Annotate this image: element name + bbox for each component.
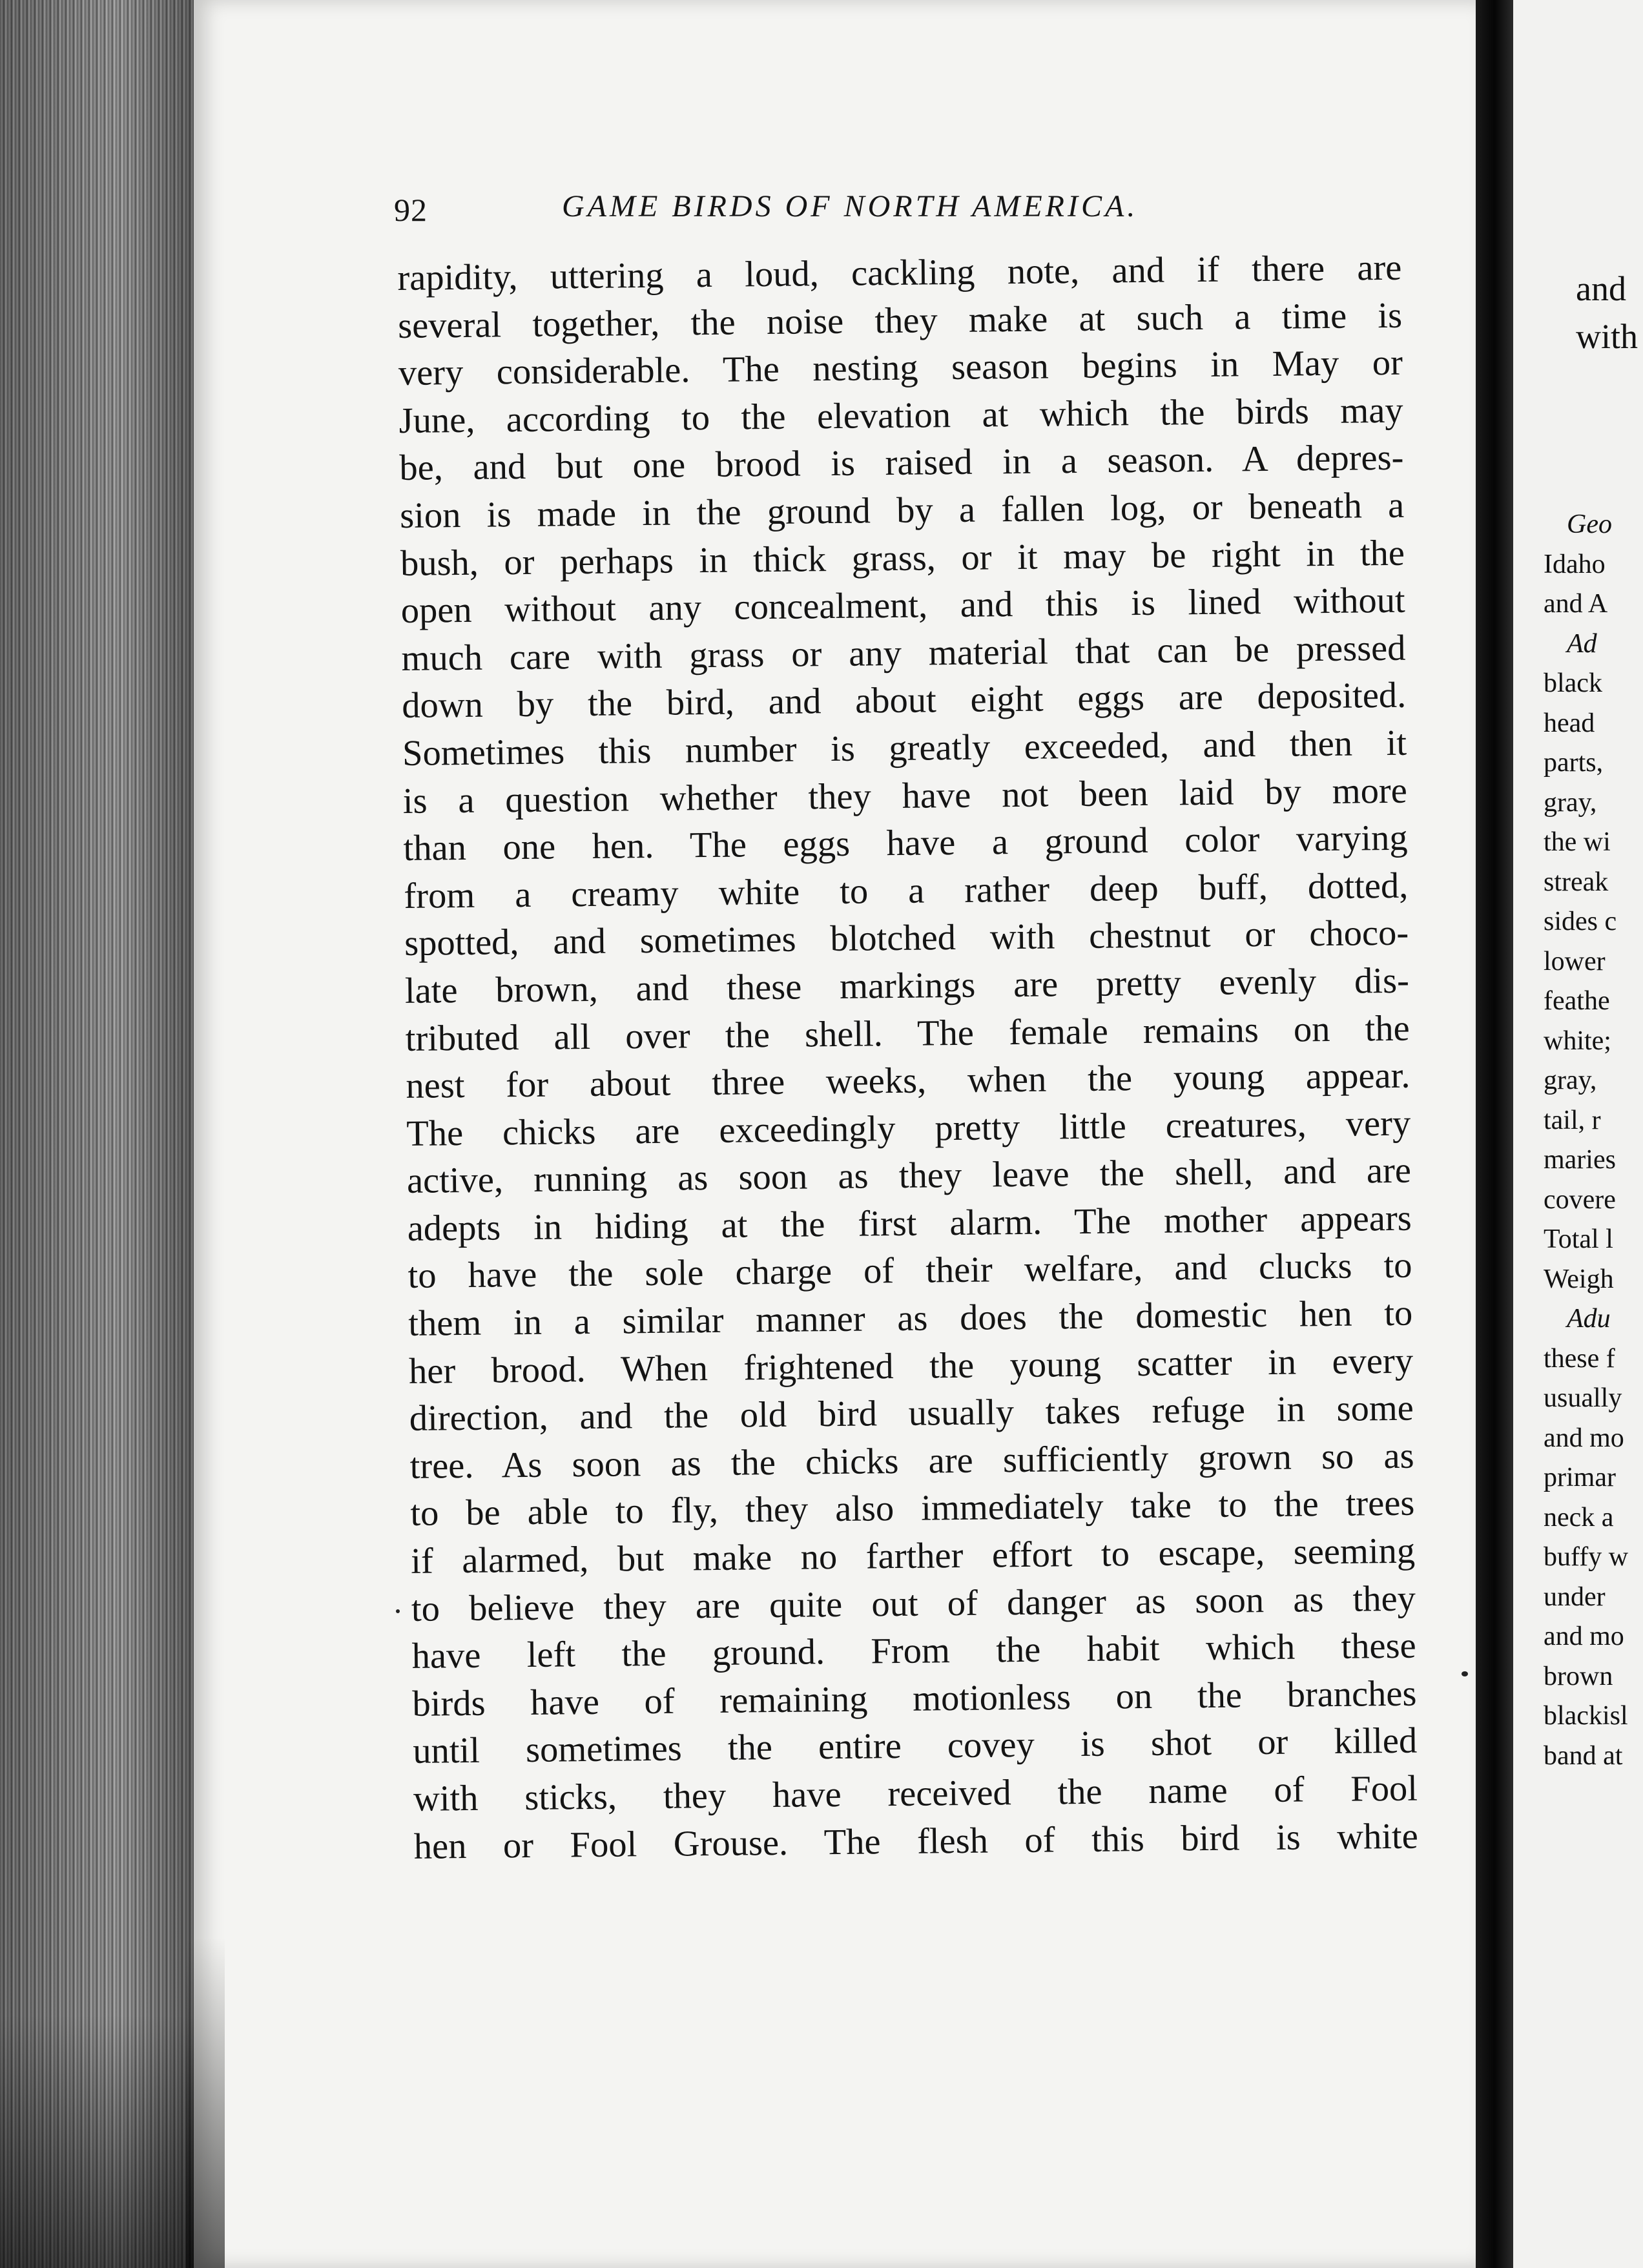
text-line: be, and but one brood is raised in a season. A depres-: [399, 438, 1404, 489]
facing-fragment-line: streak: [1544, 867, 1609, 897]
facing-text-line: and: [1576, 269, 1626, 308]
text-line: sion is made in the ground by a fallen log, or beneath a: [399, 485, 1405, 536]
facing-fragment-line: blackisl: [1544, 1701, 1628, 1731]
facing-fragment-line: Geo: [1567, 510, 1612, 539]
text-line: much care with grass or any material that can be pressed: [401, 628, 1406, 679]
text-line: Sometimes this number is greatly exceeded, and then it: [402, 723, 1407, 774]
text-line: tributed all over the shell. The female remains on the: [405, 1008, 1410, 1059]
running-head: [394, 181, 1298, 239]
text-line: June, according to the elevation at which the birds may: [398, 390, 1403, 441]
facing-fragment-line: sides c: [1544, 907, 1617, 936]
facing-fragment-line: band at: [1544, 1740, 1623, 1771]
facing-fragment-line: under: [1544, 1582, 1606, 1612]
text-line: very considerable. The nesting season begins in May or: [398, 342, 1403, 394]
text-line: nest for about three weeks, when the young appear.: [406, 1055, 1410, 1107]
facing-fragment-line: and A: [1544, 589, 1608, 619]
paper-speck: [396, 1609, 400, 1613]
facing-text-line: with: [1576, 317, 1638, 356]
page-number: 92: [394, 192, 428, 228]
facing-fragment-line: Idaho: [1544, 549, 1606, 579]
text-line: active, running as soon as they leave the shell, and are: [406, 1150, 1412, 1202]
facing-fragment-line: and mo: [1544, 1423, 1624, 1453]
text-line: late brown, and these markings are pretty evenly dis-: [404, 960, 1410, 1011]
text-line: have left the ground. From the habit which these: [411, 1625, 1416, 1677]
text-line: with sticks, they have received the name of Fool: [413, 1768, 1418, 1819]
edge-shadow: [0, 2015, 200, 2268]
facing-fragment-line: gray,: [1544, 1066, 1597, 1095]
text-line: than one hen. The eggs have a ground color varying: [403, 818, 1408, 869]
facing-fragment-line: Total l: [1544, 1224, 1613, 1254]
facing-fragment-line: neck a: [1544, 1502, 1614, 1532]
facing-fragment-line: Adu: [1567, 1304, 1611, 1334]
body-text: [397, 245, 1418, 1871]
facing-fragment-line: Ad: [1567, 628, 1597, 659]
text-line: if alarmed, but make no farther effort to escape, seeming: [410, 1531, 1416, 1582]
text-line: until sometimes the entire covey is shot or killed: [412, 1720, 1418, 1772]
facing-fragment-line: these f: [1544, 1343, 1615, 1374]
facing-page-top-text: [1576, 265, 1638, 360]
facing-fragment-line: lower: [1544, 946, 1606, 976]
facing-fragment-line: Weigh: [1544, 1264, 1614, 1294]
facing-fragment-line: parts,: [1544, 748, 1604, 778]
facing-fragment-line: covere: [1544, 1184, 1616, 1215]
facing-fragment-line: head: [1544, 708, 1595, 738]
text-line: her brood. When frightened the young scatter in every: [408, 1341, 1414, 1392]
facing-fragment-line: primar: [1544, 1463, 1616, 1492]
text-line: to believe they are quite out of danger as soon as they: [411, 1578, 1416, 1629]
text-line: tree. As soon as the chicks are sufficiently grown so as: [409, 1436, 1414, 1487]
facing-fragment-line: brown: [1544, 1661, 1613, 1691]
facing-fragment-line: white;: [1544, 1026, 1611, 1056]
facing-fragment-line: feathe: [1544, 986, 1610, 1016]
facing-fragment-line: maries: [1544, 1145, 1616, 1175]
text-line: from a creamy white to a rather deep buff, dotted,: [404, 865, 1409, 916]
facing-fragment-line: and mo: [1544, 1622, 1624, 1651]
text-line: to have the sole charge of their welfare, and clucks to: [408, 1246, 1412, 1297]
running-head-title: GAME BIRDS OF NORTH AMERICA.: [562, 189, 1139, 223]
facing-fragment-line: the wi: [1544, 827, 1611, 857]
facing-fragment-line: gray,: [1544, 787, 1597, 818]
paper-speck: [1462, 1671, 1468, 1676]
text-line: open without any concealment, and this is lined without: [400, 580, 1406, 632]
facing-page-fragments: [1544, 505, 1628, 1776]
page-edges: [0, 0, 200, 2268]
text-line: several together, the noise they make at such a time is: [397, 295, 1403, 346]
text-line: bush, or perhaps in thick grass, or it may be right in the: [400, 533, 1405, 584]
text-line: direction, and the old bird usually takes refuge in some: [409, 1388, 1414, 1439]
facing-fragment-line: tail, r: [1544, 1105, 1601, 1135]
facing-page-clip: [1513, 0, 1643, 2268]
text-line: is a question whether they have not been laid by more: [402, 770, 1408, 821]
text-line: them in a similar manner as does the domestic hen to: [408, 1293, 1413, 1344]
facing-fragment-line: black: [1544, 668, 1602, 698]
text-line: hen or Fool Grouse. The flesh of this bird is white: [413, 1816, 1419, 1867]
facing-fragment-line: buffy w: [1544, 1542, 1629, 1572]
text-line: rapidity, uttering a loud, cackling note, and if there are: [397, 247, 1402, 298]
text-line: down by the bird, and about eight eggs are deposited.: [401, 675, 1407, 727]
text-line: birds have of remaining motionless on the branches: [412, 1673, 1417, 1724]
text-line: to be able to fly, they also immediately take to the trees: [410, 1483, 1415, 1534]
text-line: adepts in hiding at the first alarm. The mother appears: [407, 1198, 1412, 1249]
facing-fragment-line: usually: [1544, 1383, 1622, 1413]
text-line: The chicks are exceedingly pretty little creatures, very: [406, 1103, 1411, 1154]
text-line: spotted, and sometimes blotched with chestnut or choco-: [404, 912, 1409, 964]
book-gutter: [1476, 0, 1513, 2268]
